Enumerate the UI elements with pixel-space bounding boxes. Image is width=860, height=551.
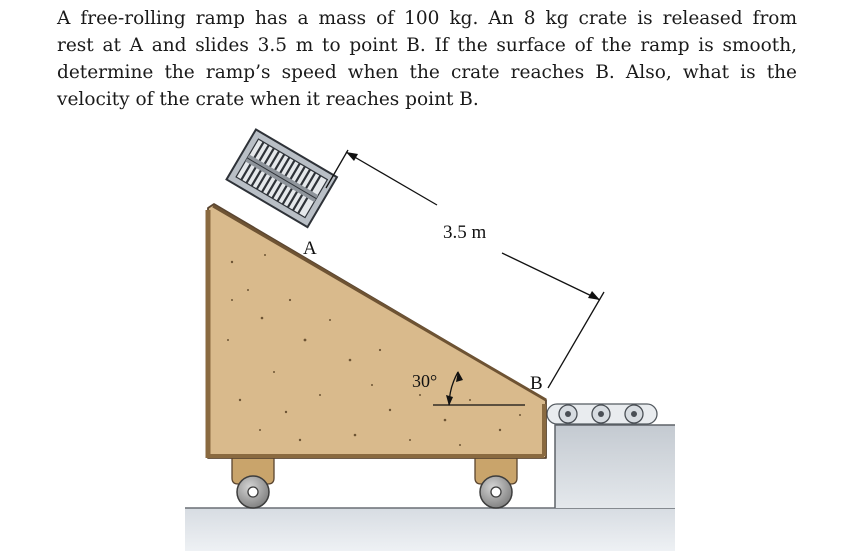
conveyor-rollers xyxy=(547,404,657,424)
label-distance: 3.5 m xyxy=(443,222,487,243)
ramp xyxy=(208,204,546,458)
problem-line-2: rest at A and slides 3.5 m to point B. If the surface of the ramp is smooth, xyxy=(57,35,797,56)
label-point-b: B xyxy=(530,373,543,394)
right-wheel xyxy=(475,455,517,508)
left-wheel xyxy=(232,455,274,508)
crate xyxy=(227,129,337,227)
label-point-a: A xyxy=(303,238,317,259)
problem-line-1: A free-rolling ramp has a mass of 100 kg. An 8 kg crate is released from xyxy=(57,8,797,29)
problem-line-3: determine the ramp’s speed when the crate reaches B. Also, what is the xyxy=(57,62,797,83)
problem-line-4: velocity of the crate when it reaches point B. xyxy=(57,89,479,110)
label-angle: 30° xyxy=(412,371,438,391)
